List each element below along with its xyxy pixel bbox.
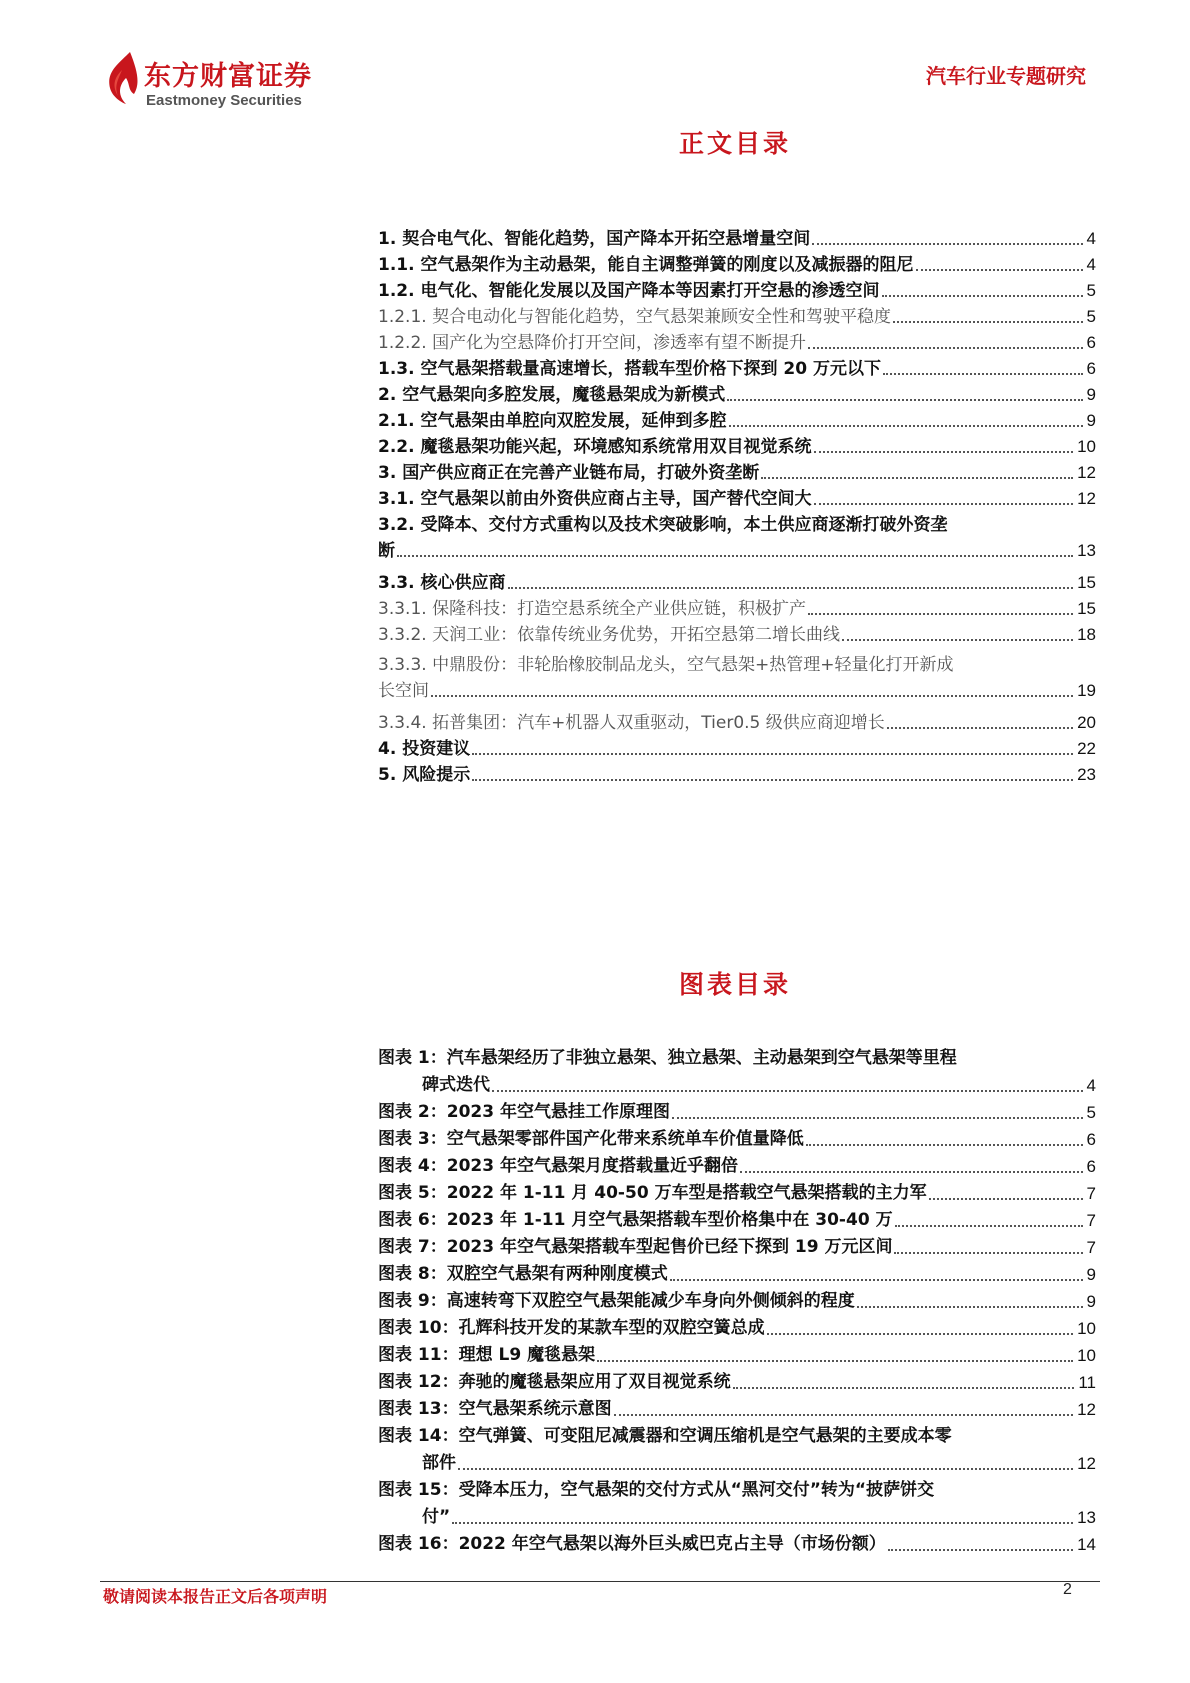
toc-page-number: 4 xyxy=(1086,229,1096,248)
toc-entry[interactable] xyxy=(378,330,1096,356)
figure-entry-text: 部件 xyxy=(422,1453,456,1473)
figure-page-number: 10 xyxy=(1077,1319,1096,1338)
figure-entry[interactable] xyxy=(378,1153,1096,1180)
toc-entry[interactable] xyxy=(378,622,1096,648)
toc-page-number: 4 xyxy=(1086,255,1096,274)
toc-page-number: 15 xyxy=(1077,599,1096,618)
figure-page-number: 9 xyxy=(1086,1265,1096,1284)
toc-entry[interactable] xyxy=(378,382,1096,408)
figure-entry[interactable] xyxy=(378,1423,1096,1477)
figure-entry-text: 图表 13：空气悬架系统示意图 xyxy=(378,1399,612,1419)
figure-page-number: 5 xyxy=(1086,1103,1096,1122)
leader-dots xyxy=(431,695,1073,697)
leader-dots xyxy=(767,1333,1074,1335)
toc-entry-text: 3.1. 空气悬架以前由外资供应商占主导，国产替代空间大 xyxy=(378,489,812,509)
toc-entry-text: 3.3.4. 拓普集团：汽车+机器人双重驱动，Tier0.5 级供应商迎增长 xyxy=(378,713,885,733)
figure-entry-text: 图表 4：2023 年空气悬架月度搭载量近乎翻倍 xyxy=(378,1156,738,1176)
toc-page-number: 9 xyxy=(1086,411,1096,430)
logo-en-text: Eastmoney Securities xyxy=(146,92,302,109)
leader-dots xyxy=(472,753,1073,755)
figure-entry-text: 图表 15：受降本压力，空气悬架的交付方式从“黑河交付”转为“披萨饼交 xyxy=(378,1480,935,1500)
toc-page-number: 9 xyxy=(1086,385,1096,404)
leader-dots xyxy=(729,425,1083,427)
toc-entry-text: 3.3.2. 天润工业：依靠传统业务优势，开拓空悬第二增长曲线 xyxy=(378,625,841,645)
leader-dots xyxy=(812,243,1082,245)
figure-entry[interactable] xyxy=(378,1342,1096,1369)
figure-entry[interactable] xyxy=(378,1315,1096,1342)
toc-page-number: 19 xyxy=(1077,681,1096,700)
toc-entry[interactable] xyxy=(378,486,1096,512)
leader-dots xyxy=(857,1306,1083,1308)
toc-entry-text: 3.3.1. 保隆科技：打造空悬系统全产业供应链，积极扩产 xyxy=(378,599,807,619)
figure-entry-text: 图表 9：高速转弯下双腔空气悬架能减少车身向外侧倾斜的程度 xyxy=(378,1291,855,1311)
toc-entry-text: 1.2.1. 契合电动化与智能化趋势，空气悬架兼顾安全性和驾驶平稳度 xyxy=(378,307,892,327)
toc-entry-text: 3. 国产供应商正在完善产业链布局，打破外资垄断 xyxy=(378,463,760,483)
toc-page-number: 18 xyxy=(1077,625,1096,644)
figure-page-number: 6 xyxy=(1086,1157,1096,1176)
figure-entry-text: 图表 1：汽车悬架经历了非独立悬架、独立悬架、主动悬架到空气悬架等里程 xyxy=(378,1048,957,1068)
toc-entry-text: 4. 投资建议 xyxy=(378,739,471,759)
figure-entry[interactable] xyxy=(378,1126,1096,1153)
figure-entry-text: 图表 16：2022 年空气悬架以海外巨头威巴克占主导（市场份额） xyxy=(378,1534,886,1554)
leader-dots xyxy=(929,1198,1083,1200)
toc-page-number: 22 xyxy=(1077,739,1096,758)
toc-entry[interactable] xyxy=(378,408,1096,434)
toc-page-number: 5 xyxy=(1086,281,1096,300)
report-type-label: 汽车行业专题研究 xyxy=(926,64,1086,88)
leader-dots xyxy=(458,1468,1073,1470)
toc-entry[interactable] xyxy=(378,226,1096,252)
leader-dots xyxy=(888,1549,1073,1551)
leader-dots xyxy=(814,451,1074,453)
toc-entry-text: 长空间 xyxy=(378,681,429,701)
toc-entry[interactable] xyxy=(378,512,1096,564)
toc-page-number: 15 xyxy=(1077,573,1096,592)
leader-dots xyxy=(508,587,1074,589)
page-header xyxy=(0,0,1190,120)
figure-entry-text: 图表 12：奔驰的魔毯悬架应用了双目视觉系统 xyxy=(378,1372,731,1392)
leader-dots xyxy=(894,1252,1082,1254)
figure-page-number: 7 xyxy=(1086,1238,1096,1257)
leader-dots xyxy=(893,321,1082,323)
figure-entry-text: 碑式迭代 xyxy=(422,1075,490,1095)
figure-entry-text: 图表 11：理想 L9 魔毯悬架 xyxy=(378,1345,596,1365)
figure-page-number: 12 xyxy=(1077,1454,1096,1473)
toc-entry[interactable] xyxy=(378,460,1096,486)
toc-page-number: 6 xyxy=(1086,333,1096,352)
toc-page-number: 12 xyxy=(1077,463,1096,482)
leader-dots xyxy=(670,1279,1083,1281)
figure-page-number: 6 xyxy=(1086,1130,1096,1149)
page-number: 2 xyxy=(1063,1581,1072,1598)
leader-dots xyxy=(808,347,1082,349)
leader-dots xyxy=(806,1144,1083,1146)
leader-dots xyxy=(397,555,1073,557)
toc-entry[interactable] xyxy=(378,278,1096,304)
figure-page-number: 9 xyxy=(1086,1292,1096,1311)
figure-page-number: 14 xyxy=(1077,1535,1096,1554)
leader-dots xyxy=(883,373,1083,375)
figure-page-number: 12 xyxy=(1077,1400,1096,1419)
toc-entry[interactable] xyxy=(378,652,1096,706)
main-toc xyxy=(378,226,1096,788)
figure-page-number: 7 xyxy=(1086,1211,1096,1230)
leader-dots xyxy=(808,613,1073,615)
figure-page-number: 10 xyxy=(1077,1346,1096,1365)
figure-entry[interactable] xyxy=(378,1396,1096,1423)
toc-page-number: 23 xyxy=(1077,765,1096,784)
toc-page-number: 5 xyxy=(1086,307,1096,326)
figure-entry-text: 图表 7：2023 年空气悬架搭载车型起售价已经下探到 19 万元区间 xyxy=(378,1237,893,1257)
logo-cn-text: 东方财富证券 xyxy=(144,61,312,92)
toc-page-number: 13 xyxy=(1077,541,1096,560)
toc-entry[interactable] xyxy=(378,356,1096,382)
toc-entry-text: 5. 风险提示 xyxy=(378,765,471,785)
figure-page-number: 11 xyxy=(1078,1373,1096,1392)
toc-entry-text: 1.1. 空气悬架作为主动悬架，能自主调整弹簧的刚度以及减振器的阻尼 xyxy=(378,255,914,275)
figure-entry[interactable] xyxy=(378,1045,1096,1099)
figure-entry-text: 图表 14：空气弹簧、可变阻尼减震器和空调压缩机是空气悬架的主要成本零 xyxy=(378,1426,952,1446)
figure-toc-title: 图表目录 xyxy=(678,970,791,999)
figure-page-number: 4 xyxy=(1086,1076,1096,1095)
figure-entry[interactable] xyxy=(378,1288,1096,1315)
toc-entry-text: 1.2. 电气化、智能化发展以及国产降本等因素打开空悬的渗透空间 xyxy=(378,281,880,301)
figure-entry-text: 图表 5：2022 年 1-11 月 40-50 万车型是搭载空气悬架搭载的主力军 xyxy=(378,1183,927,1203)
leader-dots xyxy=(472,779,1073,781)
toc-title: 正文目录 xyxy=(678,129,791,158)
leader-dots xyxy=(452,1522,1073,1524)
leader-dots xyxy=(761,477,1073,479)
figure-entry-text: 图表 10：孔辉科技开发的某款车型的双腔空簧总成 xyxy=(378,1318,765,1338)
leader-dots xyxy=(727,399,1082,401)
figure-entry[interactable] xyxy=(378,1369,1096,1396)
figure-entry[interactable] xyxy=(378,1531,1096,1558)
figure-entry[interactable] xyxy=(378,1261,1096,1288)
toc-entry[interactable] xyxy=(378,596,1096,622)
leader-dots xyxy=(733,1387,1075,1389)
toc-entry-text: 3.3.3. 中鼎股份：非轮胎橡胶制品龙头，空气悬架+热管理+轻量化打开新成 xyxy=(378,655,954,675)
leader-dots xyxy=(882,295,1083,297)
figure-entry-text: 图表 2：2023 年空气悬挂工作原理图 xyxy=(378,1102,670,1122)
leader-dots xyxy=(597,1360,1073,1362)
figure-page-number: 7 xyxy=(1086,1184,1096,1203)
toc-entry-text: 1.3. 空气悬架搭载量高速增长，搭载车型价格下探到 20 万元以下 xyxy=(378,359,881,379)
leader-dots xyxy=(916,269,1083,271)
toc-entry[interactable] xyxy=(378,252,1096,278)
toc-entry-text: 断 xyxy=(378,541,395,561)
toc-page-number: 6 xyxy=(1086,359,1096,378)
toc-page-number: 12 xyxy=(1077,489,1096,508)
toc-entry-text: 3.2. 受降本、交付方式重构以及技术突破影响，本土供应商逐渐打破外资垄 xyxy=(378,515,948,535)
toc-entry-text: 3.3. 核心供应商 xyxy=(378,573,506,593)
toc-entry[interactable] xyxy=(378,762,1096,788)
toc-entry-text: 2.1. 空气悬架由单腔向双腔发展，延伸到多腔 xyxy=(378,411,727,431)
figure-entry[interactable] xyxy=(378,1234,1096,1261)
figure-page-number: 13 xyxy=(1077,1508,1096,1527)
figure-entry[interactable] xyxy=(378,1477,1096,1531)
eastmoney-logo xyxy=(100,50,340,120)
toc-entry[interactable] xyxy=(378,736,1096,762)
leader-dots xyxy=(887,727,1073,729)
footer-divider xyxy=(100,1581,1100,1582)
toc-page-number: 20 xyxy=(1077,713,1096,732)
toc-entry[interactable] xyxy=(378,570,1096,596)
figure-entry-text: 付” xyxy=(422,1507,451,1527)
toc-entry-text: 2. 空气悬架向多腔发展，魔毯悬架成为新模式 xyxy=(378,385,726,405)
figure-entry[interactable] xyxy=(378,1207,1096,1234)
toc-entry[interactable] xyxy=(378,434,1096,460)
figure-entry-text: 图表 6：2023 年 1-11 月空气悬架搭载车型价格集中在 30-40 万 xyxy=(378,1210,893,1230)
toc-entry[interactable] xyxy=(378,304,1096,330)
toc-entry-text: 1. 契合电气化、智能化趋势，国产降本开拓空悬增量空间 xyxy=(378,229,811,249)
figure-entry[interactable] xyxy=(378,1180,1096,1207)
footer-disclaimer: 敬请阅读本报告正文后各项声明 xyxy=(103,1587,328,1606)
leader-dots xyxy=(492,1090,1083,1092)
figure-entry-text: 图表 8：双腔空气悬架有两种刚度模式 xyxy=(378,1264,668,1284)
leader-dots xyxy=(842,639,1073,641)
leader-dots xyxy=(740,1171,1083,1173)
flame-logo-icon xyxy=(100,50,144,106)
leader-dots xyxy=(814,503,1074,505)
toc-page-number: 10 xyxy=(1077,437,1096,456)
figure-entry[interactable] xyxy=(378,1099,1096,1126)
figure-entry-text: 图表 3：空气悬架零部件国产化带来系统单车价值量降低 xyxy=(378,1129,804,1149)
leader-dots xyxy=(614,1414,1074,1416)
leader-dots xyxy=(672,1117,1083,1119)
toc-entry[interactable] xyxy=(378,710,1096,736)
leader-dots xyxy=(895,1225,1083,1227)
toc-entry-text: 2.2. 魔毯悬架功能兴起，环境感知系统常用双目视觉系统 xyxy=(378,437,812,457)
toc-entry-text: 1.2.2. 国产化为空悬降价打开空间，渗透率有望不断提升 xyxy=(378,333,807,353)
figure-toc xyxy=(378,1045,1096,1558)
